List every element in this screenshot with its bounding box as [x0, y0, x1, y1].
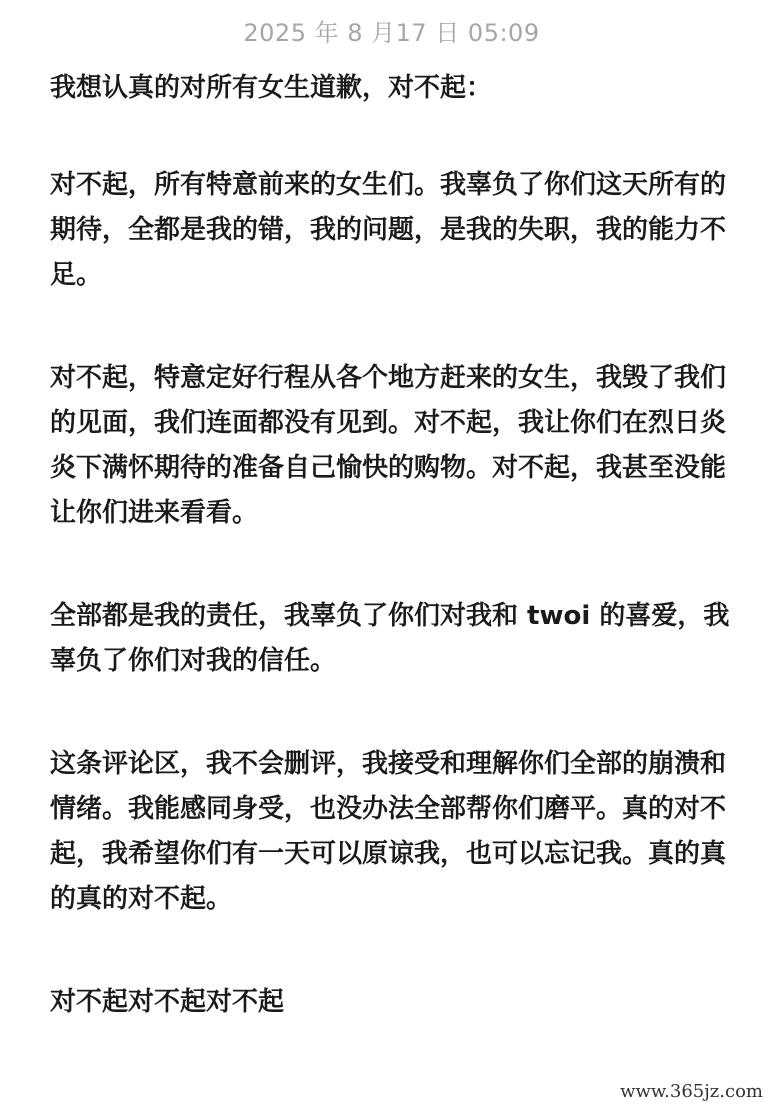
post-paragraph: 全部都是我的责任，我辜负了你们对我和 twoi 的喜爱，我辜负了你们对我的信任。: [50, 601, 730, 676]
post-paragraph-heading: 我想认真的对所有女生道歉，对不起：: [50, 73, 493, 103]
post-paragraph: 对不起对不起对不起: [50, 987, 285, 1017]
post-body: [50, 66, 740, 1083]
post-paragraph: 这条评论区，我不会删评，我接受和理解你们全部的崩溃和情绪。我能感同身受，也没办法全部帮你们磨平。真的对不起，我希望你们有一天可以原谅我，也可以忘记我。真的真的真的对不起。: [50, 749, 727, 914]
site-watermark: www.365jz.com: [616, 1079, 767, 1105]
post-timestamp: 2025 年 8 月17 日 05:09: [243, 19, 540, 47]
post-paragraph: 对不起，特意定好行程从各个地方赶来的女生，我毁了我们的见面，我们连面都没有见到。对不起，我让你们在烈日炎炎下满怀期待的准备自己愉快的购物。对不起，我甚至没能让你们进来看看。: [50, 363, 727, 528]
post-paragraph: 对不起，所有特意前来的女生们。我辜负了你们这天所有的期待，全都是我的错，我的问题，是我的失职，我的能力不足。: [50, 170, 727, 290]
